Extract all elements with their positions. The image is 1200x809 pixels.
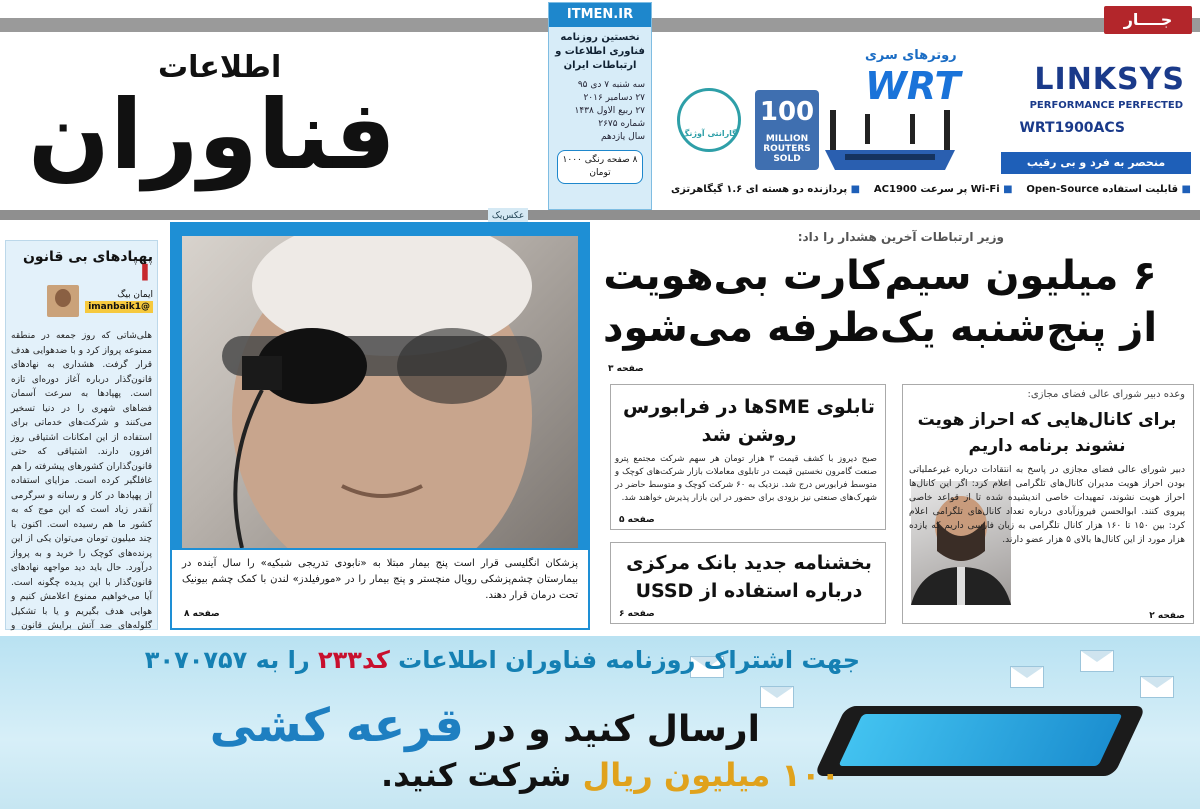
- page-ref[interactable]: صفحه ۸: [184, 609, 220, 619]
- issue-date-greg: ۲۷ دسامبر ۲۰۱۶: [583, 93, 645, 103]
- issue-date-hijri: ۲۷ ربیع الاول ۱۴۳۸: [574, 106, 645, 116]
- subscription-ad[interactable]: [0, 636, 1200, 809]
- badge-number: 100: [759, 97, 815, 127]
- envelope-icon: [760, 686, 794, 708]
- page-ref[interactable]: صفحه ۲: [1149, 611, 1185, 621]
- envelope-icon: [1010, 666, 1044, 688]
- photo-feature: [170, 222, 590, 630]
- envelope-icon: [1140, 676, 1174, 698]
- page-ref[interactable]: صفحه ۳: [608, 364, 644, 374]
- ad-series: WRT: [865, 64, 961, 108]
- main-headline[interactable]: ۶ میلیون سیم‌کارت بی‌هویت از پنج‌شنبه یک‌طرفه می‌شود: [602, 253, 1158, 351]
- ad-line-3: ۱۰۰ میلیون ریال شرکت کنید.: [381, 756, 840, 794]
- news-box-ussd: [610, 542, 886, 624]
- box-body: صبح دیروز با کشف قیمت ۳ هزار تومان هر سهم شرکت مجتمع پترو صنعت گامرون نخستین قیمت در تابلوی معاملات بازار شرکت‌های کوچک و متوسط فرابورس درج شد. نزدیک به ۶۰ شرکت کوچک و متوسط حاضر در شهرک‌های صنعتی نیز بزودی برای حضور در این بازار پذیرش خواهند شد.: [615, 454, 877, 503]
- sms-number: را به ۳۰۷۰۷۵۷: [144, 646, 310, 674]
- ad-features: [671, 184, 1191, 195]
- guarantee-badge: گارانتی آوژنگ: [677, 88, 741, 152]
- issue-price: ۸ صفحه رنگی ۱۰۰۰ تومان: [557, 150, 643, 184]
- page-ref[interactable]: صفحه ۶: [619, 609, 655, 619]
- logo-small-text: اطلاعات: [158, 50, 282, 85]
- bionic-eye-photo[interactable]: [182, 236, 578, 548]
- ad-feature: ■ Wi-Fi پر سرعت AC1900: [874, 184, 1013, 195]
- opinion-column: [5, 240, 158, 630]
- opinion-author: [10, 285, 153, 317]
- jaar-label[interactable]: جــــار: [1104, 6, 1192, 34]
- itmen-site[interactable]: ITMEN.IR: [549, 3, 651, 27]
- photo-caption: [170, 548, 590, 630]
- box-kicker: وعده دبیر شورای عالی فضای مجازی:: [1027, 389, 1185, 400]
- sms-code: کد۲۳۳: [318, 646, 390, 674]
- badge-text: MILLION ROUTERS SOLD: [763, 134, 811, 164]
- router-icon: [825, 110, 955, 172]
- headline-kicker: وزیر ارتباطات آخرین هشدار را داد:: [797, 230, 1004, 244]
- news-box-sme: [610, 384, 886, 530]
- issue-date: سه شنبه ۷ دی ۹۵: [577, 80, 645, 90]
- box-headline[interactable]: بخشنامه جدید بانک مرکزی درباره استفاده از USSD: [626, 552, 872, 602]
- issue-meta: [549, 77, 651, 146]
- section-divider: [0, 210, 1200, 220]
- caption-text: پزشکان انگلیسی قرار است پنج بیمار مبتلا به «نابودی تدریجی شبکیه» را سال آینده در بیمارستان چشم‌پزشکی رویال منچستر و پنج بیمار را در «مورفیلدز» لندن با کمک چشم بیونیک تحت درمان قرار دهند.: [182, 558, 578, 601]
- ad-line-1: جهت اشتراک روزنامه فناوران اطلاعات کد۲۳۳ را به ۳۰۷۰۷۵۷: [144, 646, 860, 674]
- author-name: ایمان بیگ: [117, 290, 153, 300]
- opinion-title[interactable]: پهپادهای بی قانون ▌: [10, 249, 153, 281]
- opinion-body: هلی‌شاتی که روز جمعه در منطقه ممنوعه پرواز کرد و با ضدهوایی هدف قرار گرفت. هشداری به نهادهای قانون‌گذار درباره آغاز دوره‌ای تازه است. پهپادها به سرعت آسمان فضاهای شهری را در دنیا تسخیر می‌کنند و شرکت‌های خدماتی برای استفاده از این امکانات اشتیاقی روز افزون دارند. اشتیاقی که حتی قانون‌گذاران کشورهای پیشرفته را هم غافلگیر کرده است. مزایای استفاده از پهپادها در کار و رسانه و سرگرمی آنقدر زیاد است که این موج که به کشور ما هم رسیده است. اکنون با چند میلیون تومان می‌توان یکی از این پرنده‌های کوچک را خرید و به پرواز درآورد. حال باید دید مواجهه نهادهای قانون‌گذار با این پدیده چگونه است. آیا می‌خواهیم ممنوع اعلامش کنیم و هوایی هدف بگیریم و یا با تشکیل گلوله‌های ضد آتش برایش قانون و: [11, 331, 152, 631]
- issue-number: شماره ۲۶۷۵: [598, 119, 645, 129]
- prize-amount: ۱۰۰ میلیون ریال: [582, 756, 840, 794]
- lottery-word: قرعه کشی: [209, 698, 464, 752]
- linksys-ad[interactable]: [655, 38, 1195, 210]
- box-body: دبیر شورای عالی فضای مجازی در پاسخ به انتقادات درباره غیرعملیاتی بودن احراز هویت مدیران کانال‌های تلگرامی اعلام کرد: اگر این کانال‌ها احراز هویت نشوند، تمهیدات خاصی اندیشیده شده تا از قواعد خاصی پیروی کنند. ابوالحسن فیروزآبادی درباره تعداد کانال‌های تلگرامی اعلام کرد: بین ۱۵۰ تا ۱۶۰ هزار کانال تلگرامی به زبان فارسی داریم که یازده هزار مورد از این کانال‌ها بالای ۵ هزار عضو دارند.: [909, 465, 1185, 545]
- author-handle[interactable]: @imanbaik1: [85, 301, 153, 313]
- ad-model: WRT1900ACS: [1019, 120, 1125, 136]
- photo-illustration: [182, 236, 578, 548]
- ad-feature: ■ قابلیت استفاده Open-Source: [1026, 184, 1191, 195]
- phone-icon: [814, 706, 1147, 776]
- box-headline[interactable]: برای کانال‌هایی که احراز هویت نشوند برنامه داریم: [917, 410, 1177, 456]
- masthead-logo: [28, 50, 488, 200]
- issue-year: سال یازدهم: [600, 132, 645, 142]
- itmen-tagline: نخستین روزنامه فناوری اطلاعات و ارتباطات ایران: [555, 32, 645, 71]
- avatar: [47, 285, 79, 317]
- news-box-channels: [902, 384, 1194, 624]
- ad-brand: LINKSYS: [1034, 62, 1185, 97]
- box-headline[interactable]: تابلوی SMEها در فرابورس روشن شد: [623, 396, 875, 446]
- issue-info-box: [548, 2, 652, 210]
- page-ref[interactable]: صفحه ۵: [619, 515, 655, 525]
- section-tag: عکس‌یک: [488, 208, 528, 224]
- envelope-icon: [1080, 650, 1114, 672]
- ad-tagline: PERFORMANCE PERFECTED: [1029, 100, 1183, 111]
- ad-feature: ■ پردازنده دو هسته ای ۱.۶ گیگاهرتزی: [671, 184, 860, 195]
- logo-big-text: فناوران: [28, 79, 396, 191]
- ad-exclusive: منحصر به فرد و بی رقیب: [1001, 152, 1191, 174]
- ad-series-title: روترهای سری: [865, 48, 957, 63]
- ad-line-2: ارسال کنید و در قرعه کشی: [209, 698, 760, 752]
- badge-100-million: [755, 90, 819, 170]
